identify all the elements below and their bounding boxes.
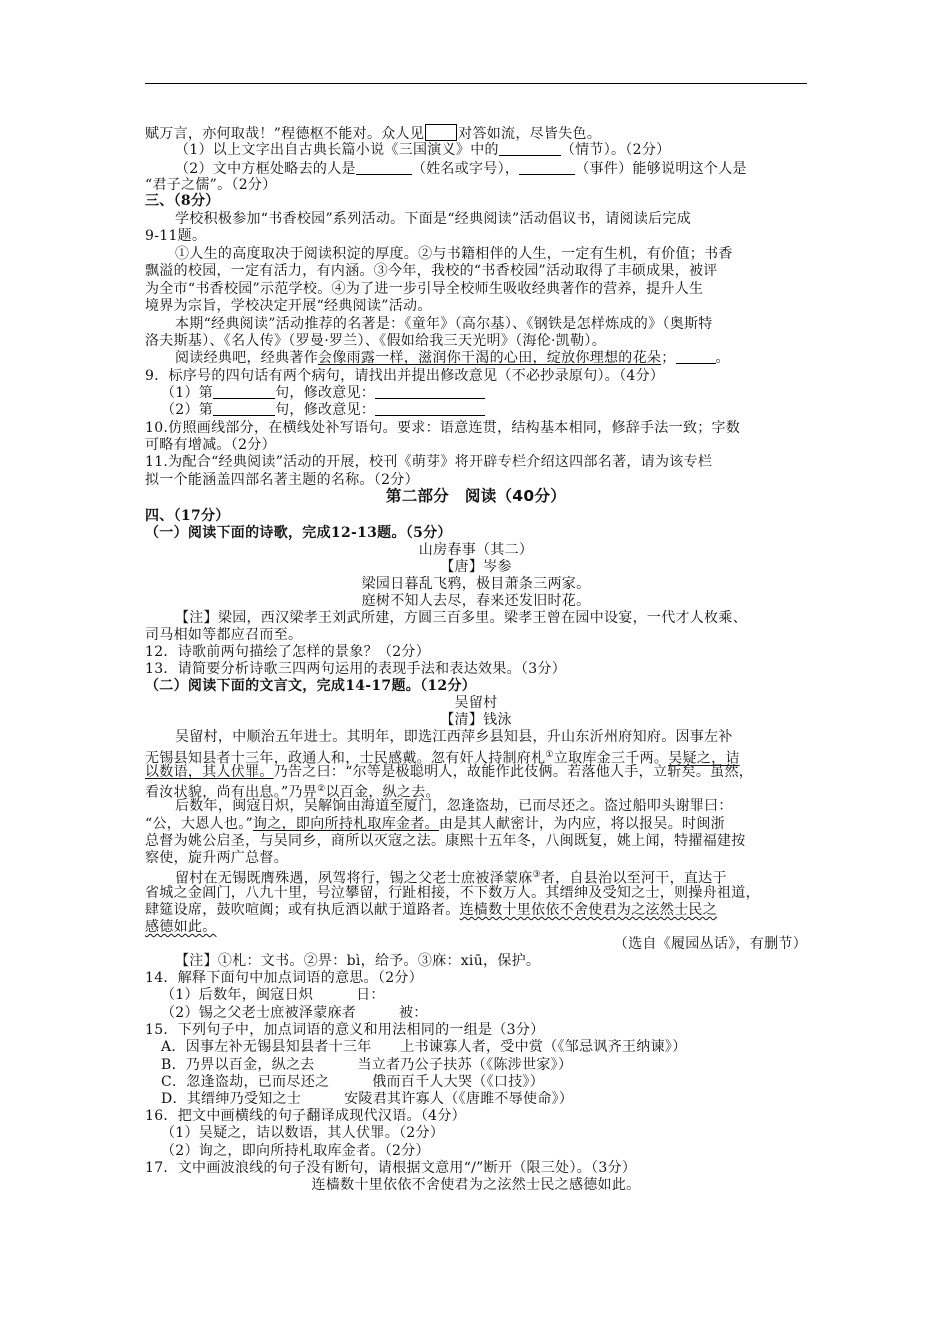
prose-line: 无锡县知县者十三年，政通人和，士民感戴。忽有奸人持制府札①立取库金三千两。吴疑之，诘 — [145, 750, 740, 767]
answer-blank[interactable] — [213, 402, 275, 416]
underlined-sentence: 吴疑之，诘 — [668, 750, 740, 767]
answer-blank[interactable] — [519, 161, 575, 175]
answer-box[interactable] — [425, 124, 457, 141]
text-line: 飘溢的校园，一定有活力，有内涵。③今年，我校的“书香校园”活动取得了丰硕成果，被评 — [145, 263, 718, 279]
answer-blank[interactable] — [499, 142, 561, 156]
question-16-1: （1）吴疑之，诘以数语，其人伏罪。（2分） — [161, 1125, 445, 1141]
question-10: 10.仿照画线部分，在横线处补写语句。要求：语意连贯，结构基本相同，修辞手法一致；字数 — [145, 420, 741, 436]
question-16-2: （2）询之，即向所持札取库金者。（2分） — [161, 1143, 430, 1159]
question-9: 9．标序号的四句话有两个病句，请找出并提出修改意见（不必抄录原句）。（4分） — [145, 368, 665, 384]
question-14-2: （2）锡之父老士庶被泽蒙庥者 被： — [161, 1005, 428, 1021]
text-line: 为全市“书香校园”示范学校。④为了进一步引导全校师生吸收经典著作的营养，提升人生 — [145, 281, 704, 297]
answer-blank[interactable] — [375, 402, 485, 416]
text-line: 本期“经典阅读”活动推荐的名著是：《童年》（高尔基）、《钢铁是怎样炼成的》（奥斯特 — [175, 316, 713, 332]
question-12: 12．诗歌前两句描绘了怎样的景象？（2分） — [145, 644, 431, 660]
question-13: 13．请简要分析诗歌三四两句运用的表现手法和表达效果。（3分） — [145, 661, 567, 677]
part-title: 第二部分 阅读（40分） — [385, 487, 567, 505]
text-line: “君子之儒”。（2分） — [145, 177, 277, 193]
text-line: ①人生的高度取决于阅读积淀的厚度。②与书籍相伴的人生，一定有生机，有价值；书香 — [175, 246, 733, 262]
prose-line — [145, 919, 807, 935]
underlined-phrase: 会像雨露一样，滋润你干渴的心田，绽放你理想的花朵 — [318, 350, 662, 366]
prose-line: 省城之金阊门，八九十里，号泣攀留，行趾相接，不下数万人。其缙绅及受知之士，则操舟祖道， — [145, 885, 760, 901]
option-c: C．忽逢盗劫，已而尽还之 俄而百千人大哭（《口技》） — [161, 1074, 545, 1090]
header-rule — [145, 83, 807, 84]
section-heading: 四、（17分） — [145, 508, 230, 524]
option-d: D．其缙绅乃受知之士 安陵君其许寡人（《唐雎不辱使命》） — [161, 1091, 574, 1107]
subsection-heading: （一）阅读下面的诗歌，完成12-13题。（5分） — [145, 525, 452, 541]
question-11: 11.为配合“经典阅读”活动的开展，校刊《萌芽》将开辟专栏介绍这四部名著，请为该专栏 — [145, 454, 713, 470]
answer-blank[interactable] — [356, 161, 412, 175]
question-17-text: 连樯数十里依依不舍使君为之泫然士民之感德如此。 — [311, 1177, 641, 1193]
poem-line: 庭树不知人去尽，春来还发旧时花。 — [361, 593, 591, 609]
source-citation: （选自《履园丛话》，有删节） — [613, 936, 807, 952]
prose-title: 吴留村 — [454, 695, 498, 711]
prose-line: 肆筵设席，鼓吹喧阗；或有执卮酒以献于道路者。连樯数十里依依不舍使君为之泫然士民之 — [145, 902, 718, 918]
text-line: 境界为宗旨，学校决定开展“经典阅读”活动。 — [145, 298, 432, 314]
question-16: 16．把文中画横线的句子翻译成现代汉语。（4分） — [145, 1108, 466, 1124]
question-9-2: （2）第 句，修改意见： — [145, 402, 807, 418]
option-b: B．乃畀以百金，纵之去 当立者乃公子扶苏（《陈涉世家》） — [161, 1057, 573, 1073]
prose-line: 吴留村，中顺治五年进士。其明年，即选江西萍乡县知县，升山东沂州府知府。因事左补 — [175, 729, 733, 745]
option-a: A．因事左补无锡县知县者十三年 上书谏寡人者，受中赏（《邹忌讽齐王纳谏》） — [161, 1039, 687, 1055]
question-1: （1）以上文字出自古典长篇小说《三国演义》中的 （情节）。（2分） — [175, 142, 671, 158]
answer-blank[interactable] — [375, 385, 485, 399]
prose-line: “公，大恩人也。”询之，即向所持札取库金者。由是其人献密计，为内应，将以报吴。时闽浙 — [145, 816, 725, 832]
text-line: 赋万言，亦何取哉！”程德枢不能对。众人见 对答如流，尽皆失色。 — [145, 126, 602, 142]
text-line: 司马相如等都应召而至。 — [145, 627, 303, 643]
underlined-sentence: 以数语，其人伏罪。 — [145, 764, 274, 780]
poem-title: 山房春事（其二） — [418, 542, 534, 558]
prose-author: 【清】钱泳 — [440, 712, 512, 728]
poem-line: 梁园日暮乱飞鸦，极目萧条三两家。 — [361, 576, 591, 592]
prose-line: 总督为姚公启圣，与吴同乡，商所以灭寇之法。康熙十五年冬，八闽既复，姚上闻，特擢福建按 — [145, 833, 746, 849]
text-line: 学校积极参加“书香校园”系列活动。下面是“经典阅读”活动倡议书，请阅读后完成 — [175, 211, 692, 227]
prose-line: 察使，旋升两广总督。 — [145, 850, 288, 866]
note: 【注】梁园，西汉梁孝王刘武所建，方圆三百多里。梁孝王曾在园中设宴，一代才人枚乘、 — [175, 610, 747, 626]
answer-blank[interactable] — [676, 350, 716, 364]
question-9-1: （1）第 句，修改意见： — [145, 385, 807, 401]
subsection-heading: （二）阅读下面的文言文，完成14-17题。（12分） — [145, 678, 477, 694]
text-line: 拟一个能涵盖四部名著主题的名称。（2分） — [145, 472, 419, 488]
wavy-sentence: 感德如此。 — [145, 919, 217, 935]
question-2: （2）文中方框处略去的人是 （姓名或字号）， （事件）能够说明这个人是 — [175, 161, 747, 177]
answer-blank[interactable] — [213, 385, 275, 399]
text-line: 阅读经典吧，经典著作会像雨露一样，滋润你干渴的心田，绽放你理想的花朵； 。 — [175, 350, 730, 366]
prose-line: 后数年，闽寇日炽，吴解饷由海道至厦门，忽逢盗劫，已而尽还之。盗过船叩头谢罪曰： — [175, 798, 733, 814]
prose-line: 以数语，其人伏罪。乃告之曰：“尔等是极聪明人，故能作此伎俩。若落他人手，立斩矣。虽然， — [145, 764, 754, 780]
wavy-sentence: 连樯数十里依依不舍使君为之泫然士民之 — [459, 902, 718, 918]
text-line: 9-11题。 — [145, 228, 207, 244]
question-15: 15．下列句子中，加点词语的意义和用法相同的一组是（3分） — [145, 1022, 545, 1038]
question-14: 14．解释下面句中加点词语的意思。（2分） — [145, 970, 424, 986]
section-heading: 三、（8分） — [145, 193, 220, 209]
note: 【注】①札：文书。②畀：bì，给予。③庥：xiū，保护。 — [175, 953, 541, 969]
text-line: 可略有增减。（2分） — [145, 437, 276, 453]
text-line: 洛夫斯基）、《名人传》（罗曼·罗兰）、《假如给我三天光明》（海伦·凯勒）。 — [145, 333, 606, 349]
prose-line: 留村在无锡既膺殊遇，夙驾将行，锡之父老士庶被泽蒙庥③者，自县治以至河干，直达于 — [175, 870, 727, 887]
prose-line: 看汝状貌，尚有出息。”乃畀②以百金，纵之去。 — [145, 784, 440, 801]
poem-author: 【唐】岑参 — [440, 559, 512, 575]
question-14-1: （1）后数年，闽寇日炽 日： — [161, 987, 385, 1003]
underlined-sentence: 询之，即向所持札取库金者。 — [253, 816, 439, 832]
question-17: 17．文中画波浪线的句子没有断句，请根据文意用“/”断开（限三处）。（3分） — [145, 1160, 637, 1176]
